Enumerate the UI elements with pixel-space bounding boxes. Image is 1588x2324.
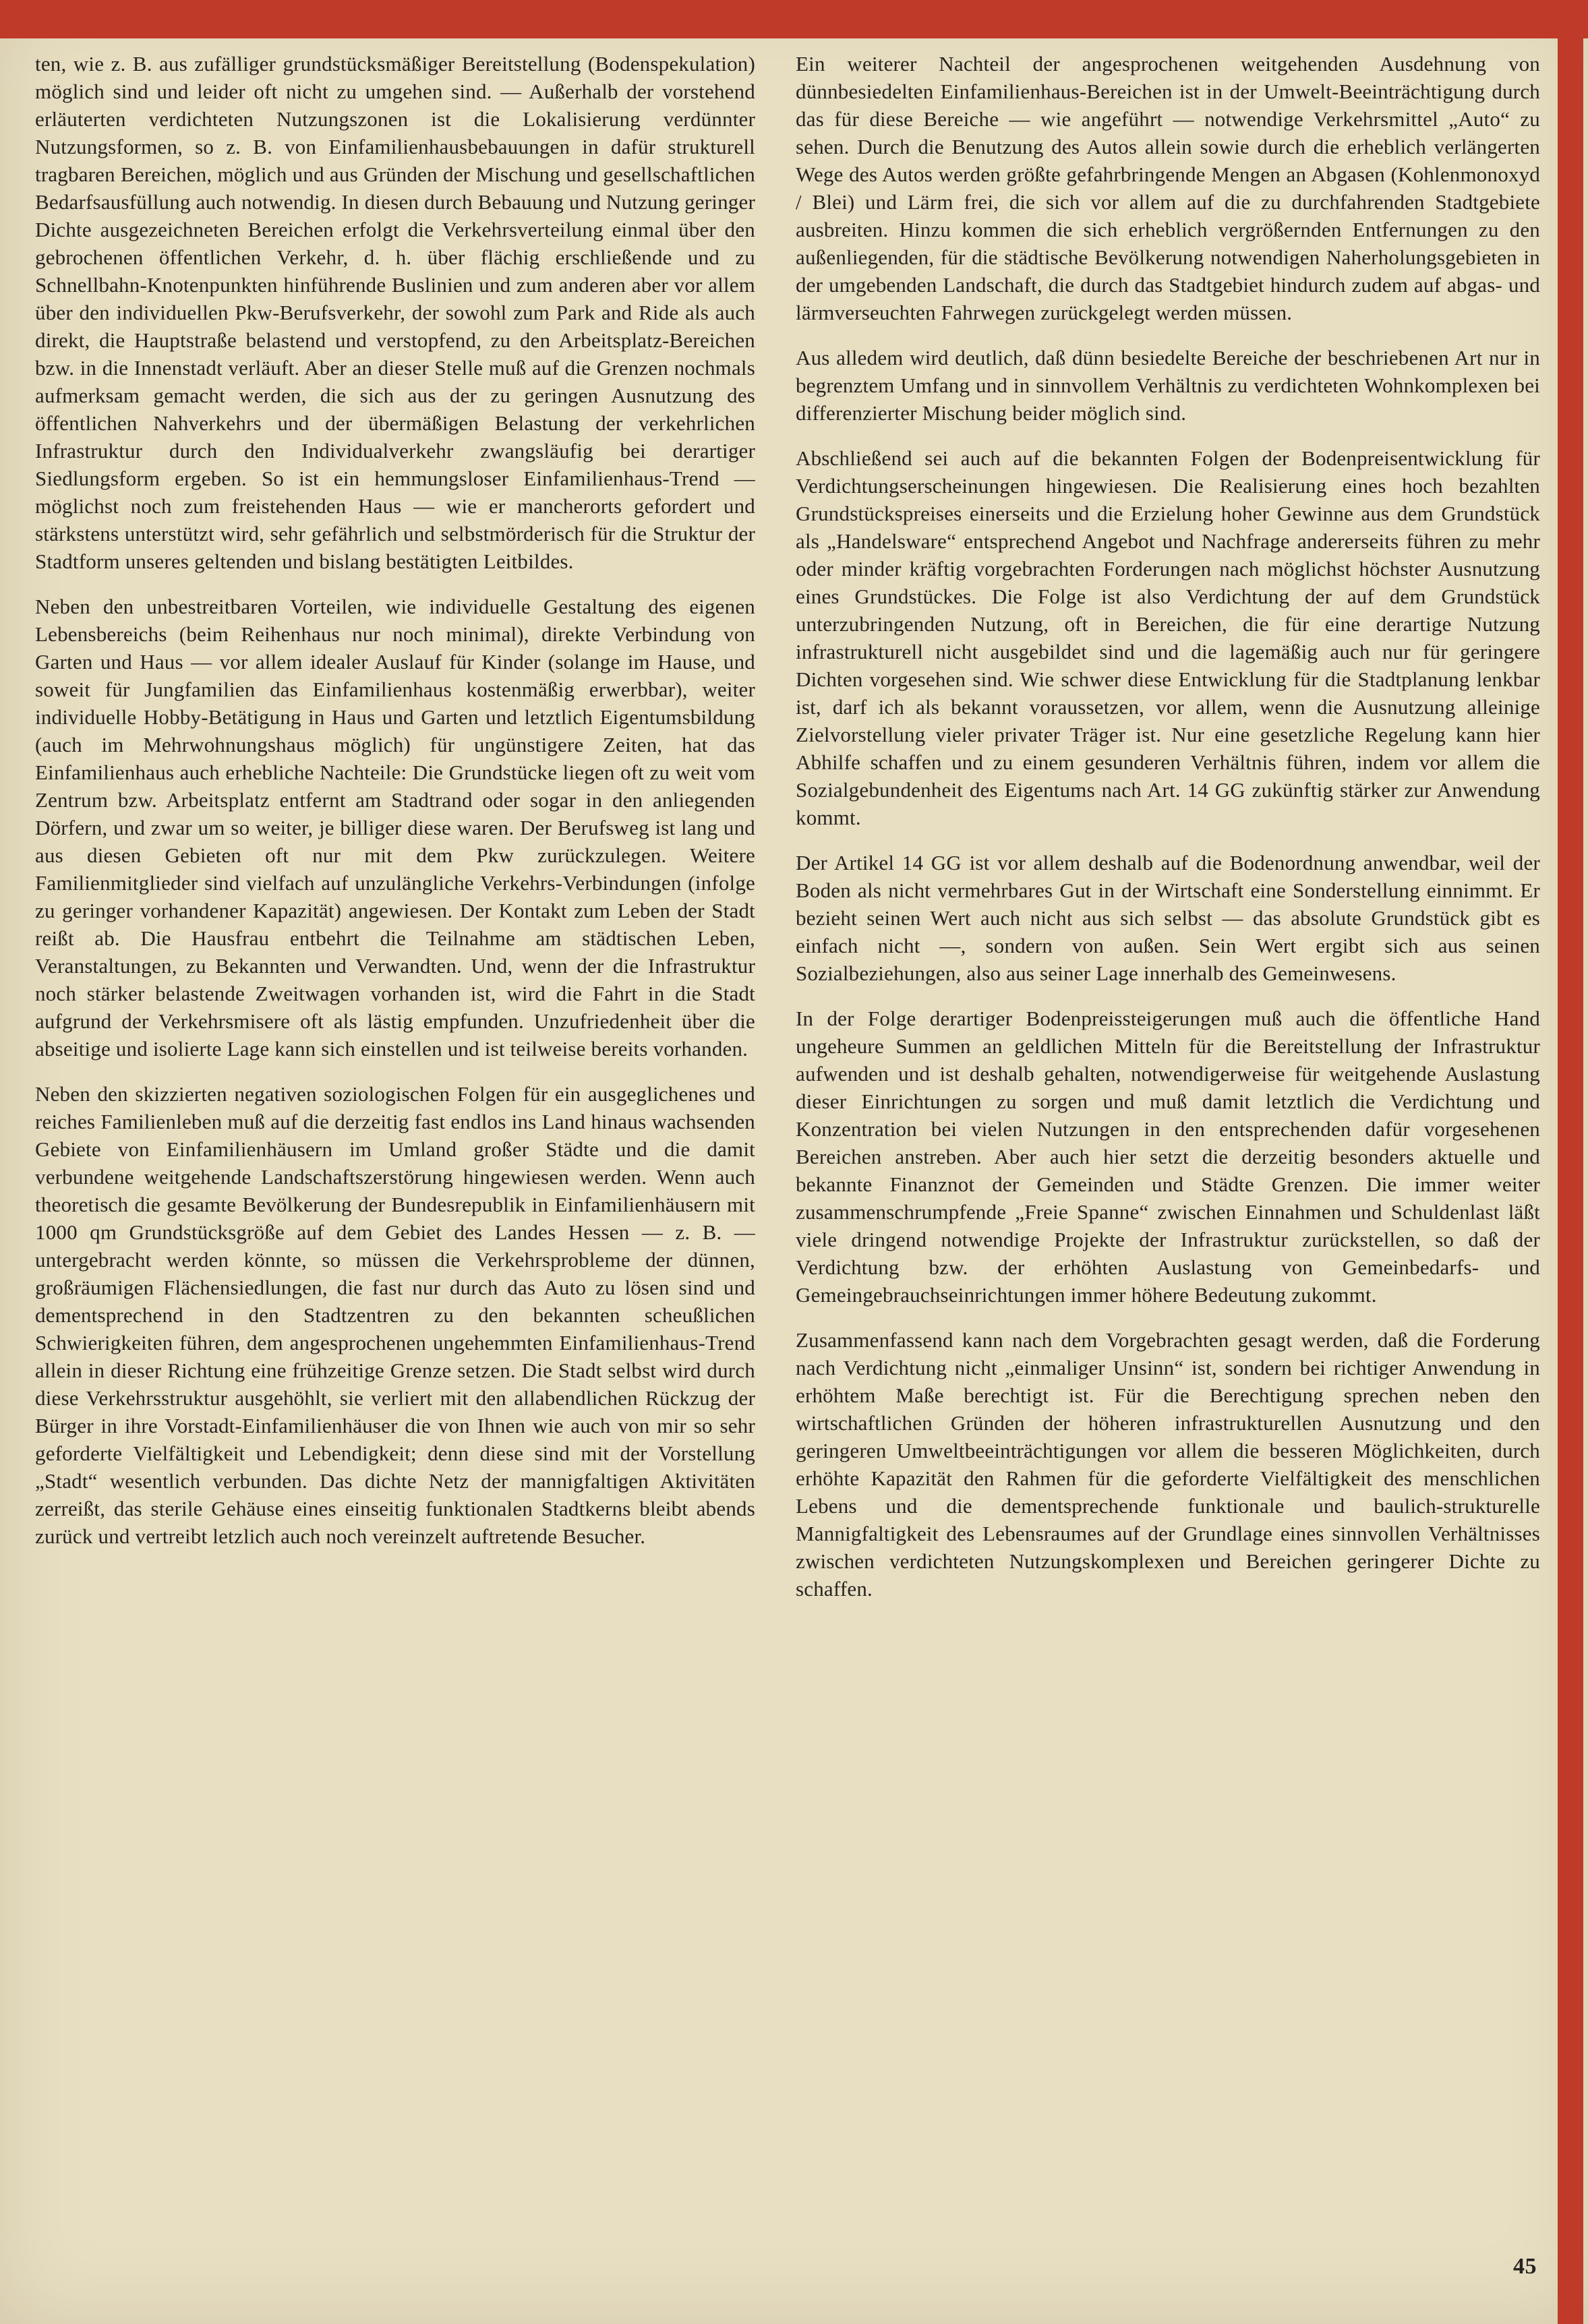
paragraph: Abschließend sei auch auf die bekannten Folgen der Bodenpreisentwicklung für Verdichtungserscheinungen hingewiesen. Die Realisierung eines hoch bezahlten Grundstückspreises einerseits und die Erzielung hoher Gewinne aus dem Grundstück als „Handelsware“ entsprechend Angebot und Nachfrage andererseits führen zu mehr oder minder kräftig vorgebrachten Forderungen nach möglichst höchster Ausnutzung eines Grundstückes. Die Folge ist also Verdichtung der auf dem Grundstück unterzubringenden Nutzung, oft in Bereichen, die für eine derartige Nutzung infrastrukturell nicht ausgebildet sind und die lagemäßig auch nur für geringere Dichten vorgesehen sind. Wie schwer diese Entwicklung für die Stadtplanung lenkbar ist, darf ich als bekannt voraussetzen, vor allem, wenn die Ausnutzung alleinige Zielvorstellung vieler privater Träger ist. Nur eine gesetzliche Regelung kann hier Abhilfe schaffen und zu einem gesunderen Verhältnis führen, indem vor allem die Sozialgebundenheit des Eigentums nach Art. 14 GG zukünftig stärker zur Anwendung kommt. [796,446,1540,829]
column-left [35,50,755,1620]
paragraph: Der Artikel 14 GG ist vor allem deshalb auf die Bodenordnung anwendbar, weil der Boden als nicht vermehrbares Gut in der Wirtschaft eine Sonderstellung einnimmt. Er bezieht seinen Wert auch nicht aus sich selbst — das absolute Grundstück gibt es einfach nicht —, sondern von außen. Sein Wert ergibt sich aus seinen Sozialbeziehungen, also aus seiner Lage innerhalb des Gemeinwesens. [796,851,1540,985]
top-border-band [0,0,1588,38]
text-columns [35,50,1540,1620]
paragraph: Zusammenfassend kann nach dem Vorgebrachten gesagt werden, daß die Forderung nach Verdichtung nicht „einmaliger Unsinn“ ist, sondern bei richtiger Anwendung in erhöhtem Maße berechtigt ist. Für die Berechtigung sprechen neben den wirtschaftlichen Gründen der höheren infrastrukturellen Ausnutzung und den geringeren Umweltbeeinträchtigungen vor allem die besseren Möglichkeiten, durch erhöhte Kapazität den Rahmen für die geforderte Vielfältigkeit des menschlichen Lebens und die dementsprechende funktionale und baulich-strukturelle Mannigfaltigkeit des Lebensraumes auf der Grundlage eines sinnvollen Verhältnisses zwischen verdichteten Nutzungskomplexen und Bereichen geringerer Dichte zu schaffen. [796,1328,1540,1601]
right-border-band [1558,0,1583,2324]
paragraph: In der Folge derartiger Bodenpreissteigerungen muß auch die öffentliche Hand ungeheure Summen an geldlichen Mitteln für die Bereitstellung der Infrastruktur aufwenden und ist deshalb gehalten, notwendigerweise für weitgehende Auslastung dieser Einrichtungen zu sorgen und muß damit letztlich die Verdichtung und Konzentration bei vielen Nutzungen in den entsprechenden dafür vorgesehenen Bereichen anstreben. Aber auch hier setzt die derzeitig besonders aktuelle und bekannte Finanznot der Gemeinden und Städte Grenzen. Die immer weiter zusammenschrumpfende „Freie Spanne“ zwischen Einnahmen und Schuldenlast läßt viele dringend notwendige Projekte der Infrastruktur zurückstellen, so daß der Verdichtung bzw. der erhöhten Auslastung von Gemeinbedarfs- und Gemeingebrauchseinrichtungen immer höhere Bedeutung zukommt. [796,1007,1540,1307]
paragraph: Ein weiterer Nachteil der angesprochenen weitgehenden Ausdehnung von dünnbesiedelten Einfamilienhaus-Bereichen ist in der Umwelt-Beeinträchtigung durch das für diese Bereiche — wie angeführt — notwendige Verkehrsmittel „Auto“ zu sehen. Durch die Benutzung des Autos allein sowie durch die erheblich verlängerten Wege des Autos werden größte gefahrbringende Mengen an Abgasen (Kohlenmonoxyd / Blei) und Lärm frei, die sich vor allem auf die zu durchfahrenden Stadtgebiete ausbreiten. Hinzu kommen die sich erheblich vergrößernden Entfernungen zu den außenliegenden, für die städtische Bevölkerung notwendigen Naherholungsgebieten in der umgebenden Landschaft, die durch das Stadtgebiet hindurch zudem auf abgas- und lärmverseuchten Fahrwegen zurückgelegt werden müssen. [796,52,1540,324]
page-number: 45 [1513,2254,1537,2279]
paragraph: Neben den skizzierten negativen soziologischen Folgen für ein ausgeglichenes und reiches Familienleben muß auf die derzeitig fast endlos ins Land hinaus wachsenden Gebiete von Einfamilienhäusern im Umland großer Städte und die damit verbundene weitgehende Landschaftszerstörung hingewiesen werden. Wenn auch theoretisch die gesamte Bevölkerung der Bundesrepublik in Einfamilienhäusern mit 1000 qm Grundstücksgröße auf dem Gebiet des Landes Hessen — z. B. — untergebracht werden könnte, so müssen die Verkehrsprobleme der dünnen, großräumigen Flächensiedlungen, die fast nur durch das Auto zu lösen sind und dementsprechend in den Stadtzentren zu den bekannten scheußlichen Schwierigkeiten führen, dem angesprochenen ungehemmten Einfamilienhaus-Trend allein in dieser Richtung eine frühzeitige Grenze setzen. Die Stadt selbst wird durch diese Verkehrsstruktur ausgehöhlt, sie verliert mit den allabendlichen Rückzug der Bürger in ihre Vorstadt-Einfamilienhäuser die von Ihnen wie auch von mir so sehr geforderte Vielfältigkeit und Lebendigkeit; denn diese sind mit der Vorstellung „Stadt“ wesentlich verbunden. Das dichte Netz der mannigfaltigen Aktivitäten zerreißt, das sterile Gehäuse eines einseitig funktionalen Stadtkerns bleibt abends zurück und vertreibt letzlich auch noch vereinzelt auftretende Besucher. [35,1082,755,1548]
paragraph: ten, wie z. B. aus zufälliger grundstücksmäßiger Bereitstellung (Bodenspekulation) möglich sind und leider oft nicht zu umgehen sind. — Außerhalb der vorstehend erläuterten verdichteten Nutzungszonen ist die Lokalisierung verdünnter Nutzungsformen, so z. B. von Einfamilienhausbebauungen in dafür strukturell tragbaren Bereichen, möglich und aus Gründen der Mischung und gesellschaftlichen Bedarfsausfüllung auch notwendig. In diesen durch Bebauung und Nutzung geringer Dichte ausgezeichneten Bereichen erfolgt die Verkehrsverteilung einmal über den gebrochenen öffentlichen Verkehr, d. h. über flächig erschließende und zu Schnellbahn-Knotenpunkten hinführende Buslinien und zum anderen aber vor allem über den individuellen Pkw-Berufsverkehr, der sowohl zum Park and Ride als auch direkt, die Hauptstraße belastend und verstopfend, zu den Arbeitsplatz-Bereichen bzw. in die Innenstadt verläuft. Aber an dieser Stelle muß auf die Grenzen nochmals aufmerksam gemacht werden, die sich aus der zu geringen Ausnutzung des öffentlichen Nahverkehrs und der übermäßigen Belastung der verkehrlichen Infrastruktur durch den Individualverkehr zwangsläufig bei derartiger Siedlungsform ergeben. So ist ein hemmungsloser Einfamilienhaus-Trend — möglichst noch zum freistehenden Haus — wie er mancherorts gefordert und stärkstens unterstützt wird, sehr gefährlich und selbstmörderisch für die Struktur der Stadtform unseres geltenden und bislang bestätigten Leitbildes. [35,52,755,573]
paragraph: Neben den unbestreitbaren Vorteilen, wie individuelle Gestaltung des eigenen Lebensbereichs (beim Reihenhaus nur noch minimal), direkte Verbindung von Garten und Haus — vor allem idealer Auslauf für Kinder (solange im Hause, und soweit für Jungfamilien das Einfamilienhaus kostenmäßig erwerbbar), weiter individuelle Hobby-Betätigung in Haus und Garten und letztlich Eigentumsbildung (auch im Mehrwohnungshaus möglich) für ungünstigere Zeiten, hat das Einfamilienhaus auch erhebliche Nachteile: Die Grundstücke liegen oft zu weit vom Zentrum bzw. Arbeitsplatz entfernt am Stadtrand oder sogar in den anliegenden Dörfern, und zwar um so weiter, je billiger diese waren. Der Berufsweg ist lang und aus diesen Gebieten oft nur mit dem Pkw zurückzulegen. Weitere Familienmitglieder sind vielfach auf unzulängliche Verkehrs-Verbindungen (infolge zu geringer vorhandener Kapazität) angewiesen. Der Kontakt zum Leben der Stadt reißt ab. Die Hausfrau entbehrt die Teilnahme am städtischen Leben, Veranstaltungen, zu Bekannten und Verwandten. Und, wenn der die Infrastruktur noch stärker belastende Zweitwagen vorhanden ist, wird die Fahrt in die Stadt aufgrund der Verkehrsmisere oft als lästig empfunden. Unzufriedenheit über die abseitige und isolierte Lage kann sich einstellen und ist teilweise bereits vorhanden. [35,595,755,1061]
column-right [796,50,1540,1620]
paragraph: Aus alledem wird deutlich, daß dünn besiedelte Bereiche der beschriebenen Art nur in begrenztem Umfang und in sinnvollem Verhältnis zu verdichteten Wohnkomplexen bei differenzierter Mischung beider möglich sind. [796,346,1540,425]
